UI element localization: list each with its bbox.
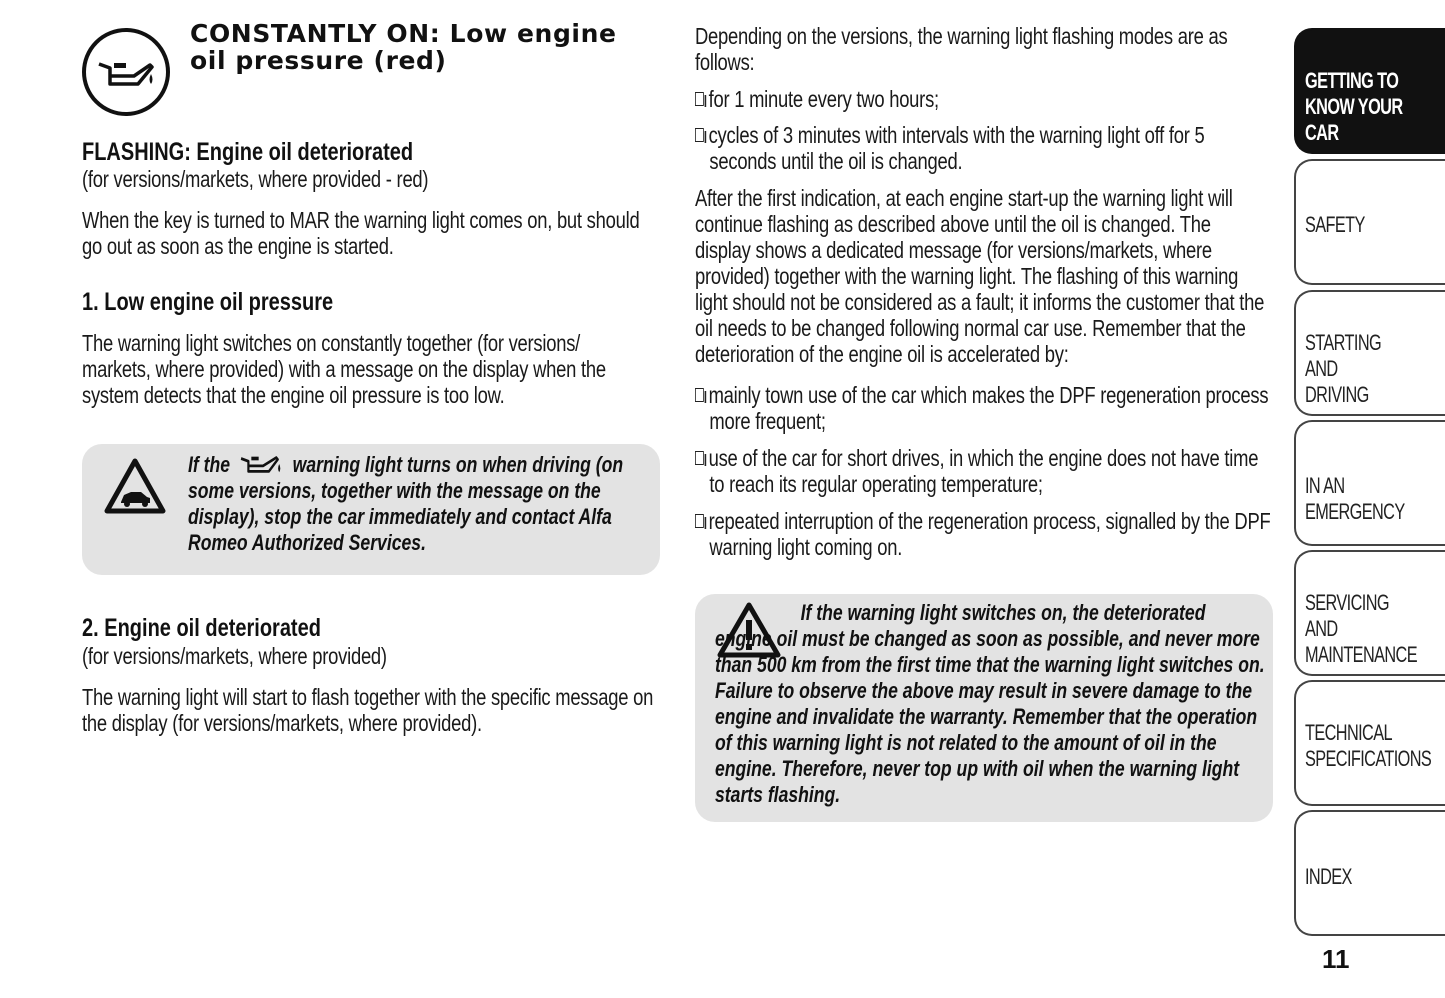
tab-label: SAFETY — [1305, 212, 1365, 237]
warning1-text-pre: If the — [188, 452, 231, 477]
modes-intro: Depending on the versions, the warning light flashing modes are as follows: — [695, 23, 1228, 75]
list-item — [695, 86, 1271, 112]
warning-note-1 — [82, 444, 660, 575]
oil-can-icon — [96, 54, 156, 94]
car-warning-triangle-icon — [104, 458, 166, 514]
checkbox-bullet-icon — [695, 92, 704, 106]
tab-label: STARTING AND DRIVING — [1305, 330, 1382, 407]
tab-index[interactable] — [1294, 810, 1445, 936]
list-item — [695, 445, 1271, 497]
tab-getting-to-know-your-car[interactable] — [1294, 28, 1445, 154]
section2-subheading: (for versions/markets, where provided) — [82, 643, 387, 669]
tab-servicing-and-maintenance[interactable] — [1294, 550, 1445, 676]
page-number: 11 — [1322, 944, 1350, 974]
tab-technical-specifications[interactable] — [1294, 680, 1445, 806]
tab-in-an-emergency[interactable] — [1294, 420, 1445, 546]
oil-can-icon — [238, 453, 284, 475]
list-item-text: repeated interruption of the regeneration process, signalled by the DPF warning light coming on. — [708, 508, 1271, 560]
section2-paragraph: The warning light will start to flash together with the specific message on the display (for versions/markets, where provided). — [82, 684, 654, 736]
tab-safety[interactable] — [1294, 159, 1445, 285]
tab-starting-and-driving[interactable] — [1294, 290, 1445, 416]
oil-pressure-warning-icon — [82, 28, 170, 116]
list-item-text: mainly town use of the car which makes the DPF regeneration process more frequent; — [708, 382, 1269, 434]
warning2-text: If the warning light switches on, the deteriorated engine oil must be changed as soon as possible, and never more than 500 km from the first time that the warning light switches on. Failure to observe the above may result in severe damage to the engine and invalidate the warranty. Remember that the operation of this warning light is not related to the amount of oil in the engine. Therefore, never top up with oil when the warning light starts flashing. — [715, 600, 1265, 807]
checkbox-bullet-icon — [695, 128, 704, 142]
section2-heading: 2. Engine oil deteriorated — [82, 614, 321, 642]
list-item-text: use of the car for short drives, in which the engine does not have time to reach its regular operating temperature; — [708, 445, 1259, 497]
section1-heading: 1. Low engine oil pressure — [82, 288, 334, 316]
flashing-heading: FLASHING: Engine oil deteriorated — [82, 138, 414, 166]
checkbox-bullet-icon — [695, 388, 704, 402]
list-item — [695, 122, 1271, 174]
key-paragraph: When the key is turned to MAR the warning light comes on, but should go out as soon as the engine is started. — [82, 207, 640, 259]
flashing-subheading: (for versions/markets, where provided - red) — [82, 166, 429, 192]
tab-label: INDEX — [1305, 864, 1352, 889]
list-item — [695, 382, 1271, 434]
list-item — [695, 508, 1271, 560]
section1-paragraph: The warning light switches on constantly together (for versions/ markets, where provided) with a message on the display when the system detects that the engine oil pressure is too low. — [82, 330, 606, 408]
checkbox-bullet-icon — [695, 514, 704, 528]
checkbox-bullet-icon — [695, 451, 704, 465]
tab-label: SERVICING AND MAINTENANCE — [1305, 590, 1417, 667]
tab-label: GETTING TO KNOW YOUR CAR — [1305, 68, 1403, 145]
tab-label: IN AN EMERGENCY — [1305, 473, 1405, 524]
page-title: CONSTANTLY ON: Low engine oil pressure (red) — [190, 19, 617, 75]
list-item-text: cycles of 3 minutes with intervals with the warning light off for 5 seconds until the oil is changed. — [708, 122, 1205, 174]
list-item-text: for 1 minute every two hours; — [708, 86, 939, 112]
warning-note-2 — [695, 594, 1273, 822]
deterioration-paragraph: After the first indication, at each engine start-up the warning light will continue flashing as described above until the oil is changed. The display shows a dedicated message (for versions/markets, where provided) together with the warning light. The flashing of this warning light should not be considered as a fault; it informs the customer that the oil needs to be changed following normal car use. Remember that the deterioration of the engine oil is accelerated by: — [695, 185, 1265, 367]
warning1-text: warning light turns on when driving (on some versions, together with the message on the display), stop the car immediately and contact Alfa Romeo Authorized Services. — [188, 452, 624, 555]
tab-label: TECHNICAL SPECIFICATIONS — [1305, 720, 1432, 771]
